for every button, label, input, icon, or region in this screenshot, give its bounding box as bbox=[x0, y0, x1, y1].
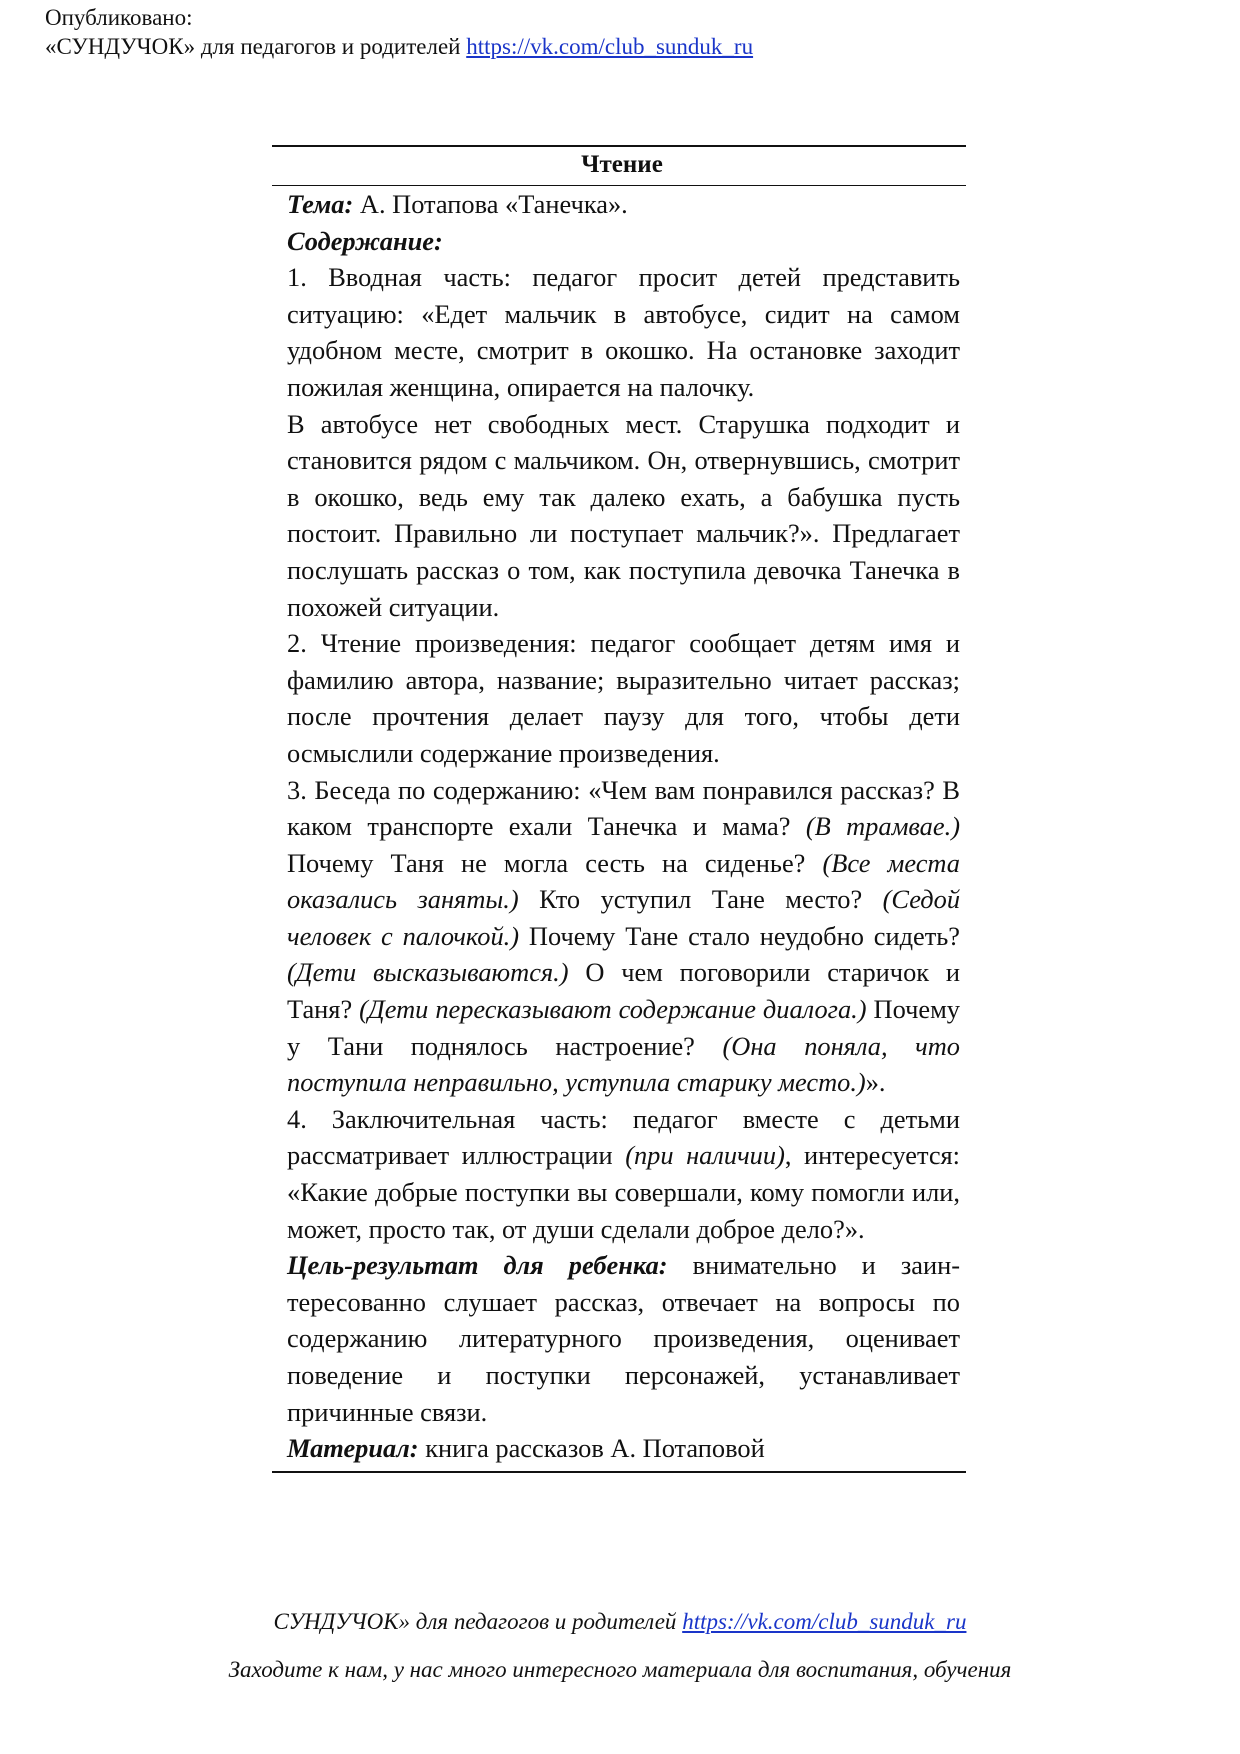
conversation-text: 3. Беседа по содержанию: «Чем вам понравился рассказ? В каком транспорте ехали Танечка и мама? bbox=[287, 774, 960, 842]
footer-invite-line: Заходите к нам, у нас много интересного материала для воспитания, обучения bbox=[228, 1657, 1012, 1682]
topic-line bbox=[287, 186, 960, 223]
footer-source-text: СУНДУЧОК» для педагогов и родителей bbox=[273, 1609, 683, 1634]
footer-source-line bbox=[0, 1607, 1240, 1637]
conversation-answer: (Она поняла, что поступила неправильно, уступила старику место.) bbox=[287, 1030, 960, 1098]
topic-label: Тема: bbox=[287, 189, 354, 219]
content-label: Содержание: bbox=[287, 225, 443, 256]
conversation-answer: (Седой человек с палочкой.) bbox=[287, 884, 961, 951]
source-line bbox=[45, 32, 753, 61]
lesson-plan bbox=[272, 145, 966, 1473]
conversation-paragraph bbox=[287, 772, 960, 1101]
goal-text: внимательно и заинтересованно слушает рассказ, отвечает на вопросы по содержанию литературного произведения, оценивает поведение и поступки персонажей, устанавливает причинные связи. bbox=[287, 1250, 961, 1427]
conversation-text: Почему Тане стало неудобно сидеть? bbox=[519, 920, 961, 951]
reading-paragraph: 2. Чтение произведения: педагог сообщает детям имя и фамилию автора, название; выразительно читает рассказ; после прочтения делает паузу для того, чтобы дети осмыслили содержание произведения. bbox=[287, 628, 960, 768]
published-label: Опубликовано: bbox=[45, 5, 193, 30]
material-line bbox=[287, 1430, 960, 1467]
conversation-answer: (Все места оказались заняты.) bbox=[287, 847, 960, 915]
source-text: «СУНДУЧОК» для педагогов и родителей bbox=[45, 34, 467, 59]
source-link[interactable]: https://vk.com/club_sunduk_ru bbox=[466, 34, 754, 59]
conversation-text: Почему у Тани поднялось настроение? bbox=[287, 994, 960, 1061]
final-text: 4. Заключительная часть: педагог вместе с детьми рассматривает иллюстрации bbox=[287, 1103, 960, 1171]
conversation-answer: (В трамвае.) bbox=[805, 811, 960, 842]
content-label-line bbox=[287, 223, 960, 260]
section-heading: Чтение bbox=[272, 147, 966, 186]
conversation-text: Кто уступил Тане место? bbox=[518, 884, 883, 915]
intro-paragraph-continued: В автобусе нет свободных мест. Старушка подходит и становится рядом с мальчиком. Он, отвернувшись, смотрит в окошко, ведь ему так далеко ехать, а бабушка пусть постоит. Правильно ли поступает мальчик?». Предлагает послушать рассказ о том, как поступила девочка Танечка в похожей ситуации. bbox=[287, 408, 960, 622]
material-label: Материал: bbox=[287, 1433, 419, 1464]
footer-source-link[interactable]: https://vk.com/club_sunduk_ru bbox=[682, 1609, 967, 1634]
bottom-rule bbox=[272, 1471, 966, 1473]
conversation-text: О чем поговорили старичок и Таня? bbox=[287, 957, 960, 1025]
final-paragraph bbox=[287, 1101, 960, 1247]
conversation-text: ». bbox=[865, 1067, 886, 1098]
final-text: , интересуется: «Какие добрые поступки вы совершали, кому помогли или, может, просто так, от души сделали доброе дело?». bbox=[287, 1140, 960, 1244]
final-note: (при наличии) bbox=[625, 1140, 785, 1171]
goal-paragraph bbox=[287, 1247, 960, 1430]
topic-text: А. Потапова «Танечка». bbox=[353, 189, 628, 219]
conversation-text: Почему Таня не могла сесть на сиденье? bbox=[287, 847, 823, 878]
intro-paragraph: 1. Вводная часть: педагог просит детей представить ситуацию: «Едет мальчик в автобусе, сидит на самом удобном месте, смотрит в окошко. На остановке заходит пожилая женщина, опирается на палочку. bbox=[287, 262, 960, 402]
goal-label: Цель-результат для ребенка: bbox=[287, 1250, 668, 1281]
material-text: книга рассказов А. Потаповой bbox=[418, 1433, 765, 1464]
page-header bbox=[45, 3, 753, 61]
conversation-answer: (Дети пересказывают содержание диалога.) bbox=[359, 994, 867, 1025]
lesson-body bbox=[272, 186, 966, 1467]
conversation-answer: (Дети высказываются.) bbox=[287, 957, 569, 988]
